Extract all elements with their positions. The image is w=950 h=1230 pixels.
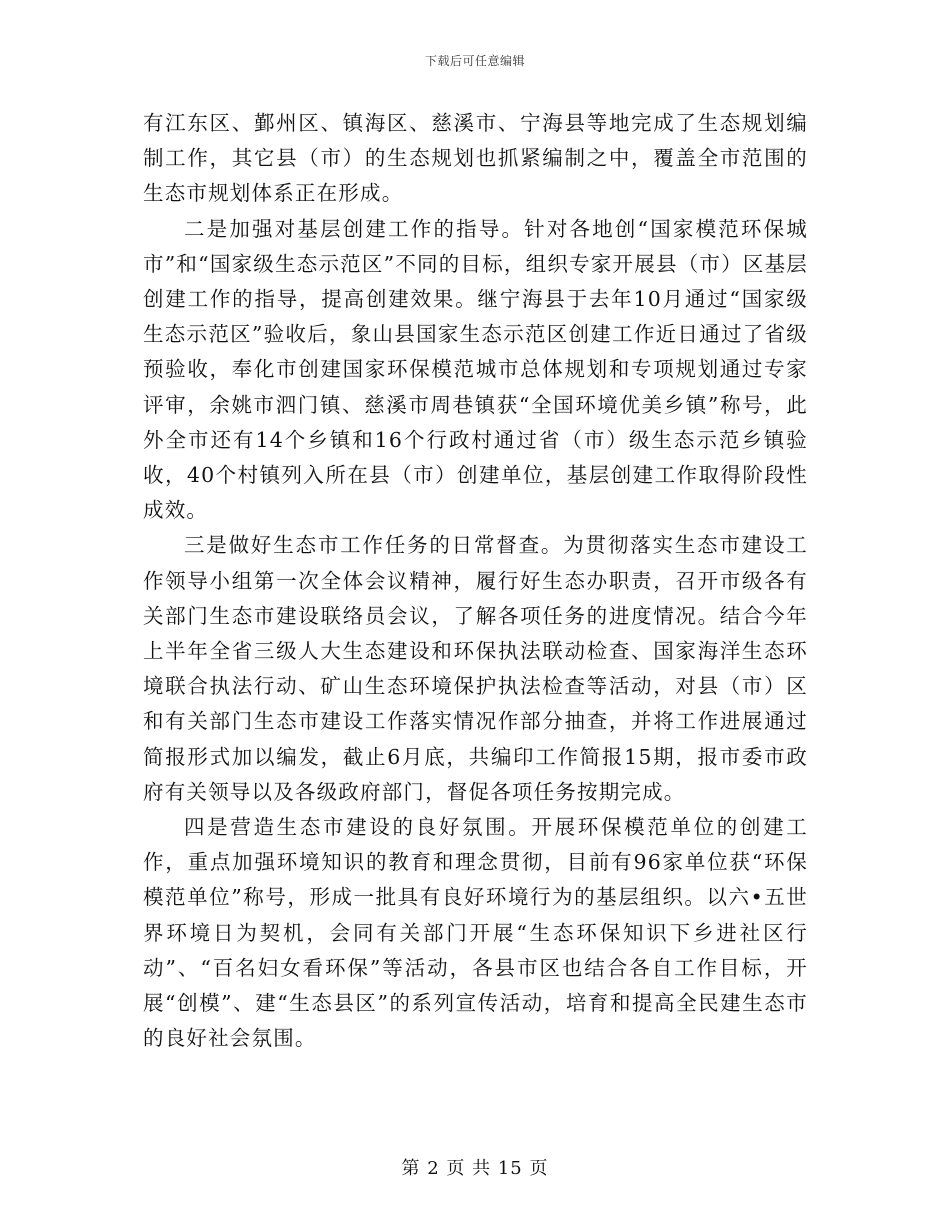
document-body bbox=[143, 106, 808, 1056]
page-footer-page-number: 第 2 页 共 15 页 bbox=[401, 1158, 549, 1179]
paragraph-supervision: 三是做好生态市工作任务的日常督查。为贯彻落实生态市建设工作领导小组第一次全体会议精神，履行好生态办职责，召开市级各有关部门生态市建设联络员会议，了解各项任务的进度情况。结合今年上半年全省三级人大生态建设和环保执法联动检查、国家海洋生态环境联合执法行动、矿山生态环境保护执法检查等活动，对县（市）区和有关部门生态市建设工作落实情况作部分抽查，并将工作进展通过简报形式加以编发，截止6月底，共编印工作简报15期，报市委市政府有关领导以及各级政府部门，督促各项任务按期完成。 bbox=[143, 533, 808, 804]
paragraph-atmosphere: 四是营造生态市建设的良好氛围。开展环保模范单位的创建工作，重点加强环境知识的教育和理念贯彻，目前有96家单位获“环保模范单位”称号，形成一批具有良好环境行为的基层组织。以六•五世界环境日为契机，会同有关部门开展“生态环保知识下乡进社区行动”、“百名妇女看环保”等活动，各县市区也结合各自工作目标，开展“创模”、建“生态县区”的系列宣传活动，培育和提高全民建生态市的良好社会氛围。 bbox=[143, 815, 808, 1051]
paragraph-guidance: 二是加强对基层创建工作的指导。针对各地创“国家模范环保城市”和“国家级生态示范区”不同的目标，组织专家开展县（市）区基层创建工作的指导，提高创建效果。继宁海县于去年10月通过“国家级生态示范区”验收后，象山县国家生态示范区创建工作近日通过了省级预验收，奉化市创建国家环保模范城市总体规划和专项规划通过专家评审，余姚市泗门镇、慈溪市周巷镇获“全国环境优美乡镇”称号，此外全市还有14个乡镇和16个行政村通过省（市）级生态示范乡镇验收，40个村镇列入所在县（市）创建单位，基层创建工作取得阶段性成效。 bbox=[143, 216, 808, 523]
paragraph-continuation: 有江东区、鄞州区、镇海区、慈溪市、宁海县等地完成了生态规划编制工作，其它县（市）的生态规划也抓紧编制之中，覆盖全市范围的生态市规划体系正在形成。 bbox=[143, 111, 808, 206]
page-header-note: 下载后可任意编辑 bbox=[424, 54, 525, 68]
